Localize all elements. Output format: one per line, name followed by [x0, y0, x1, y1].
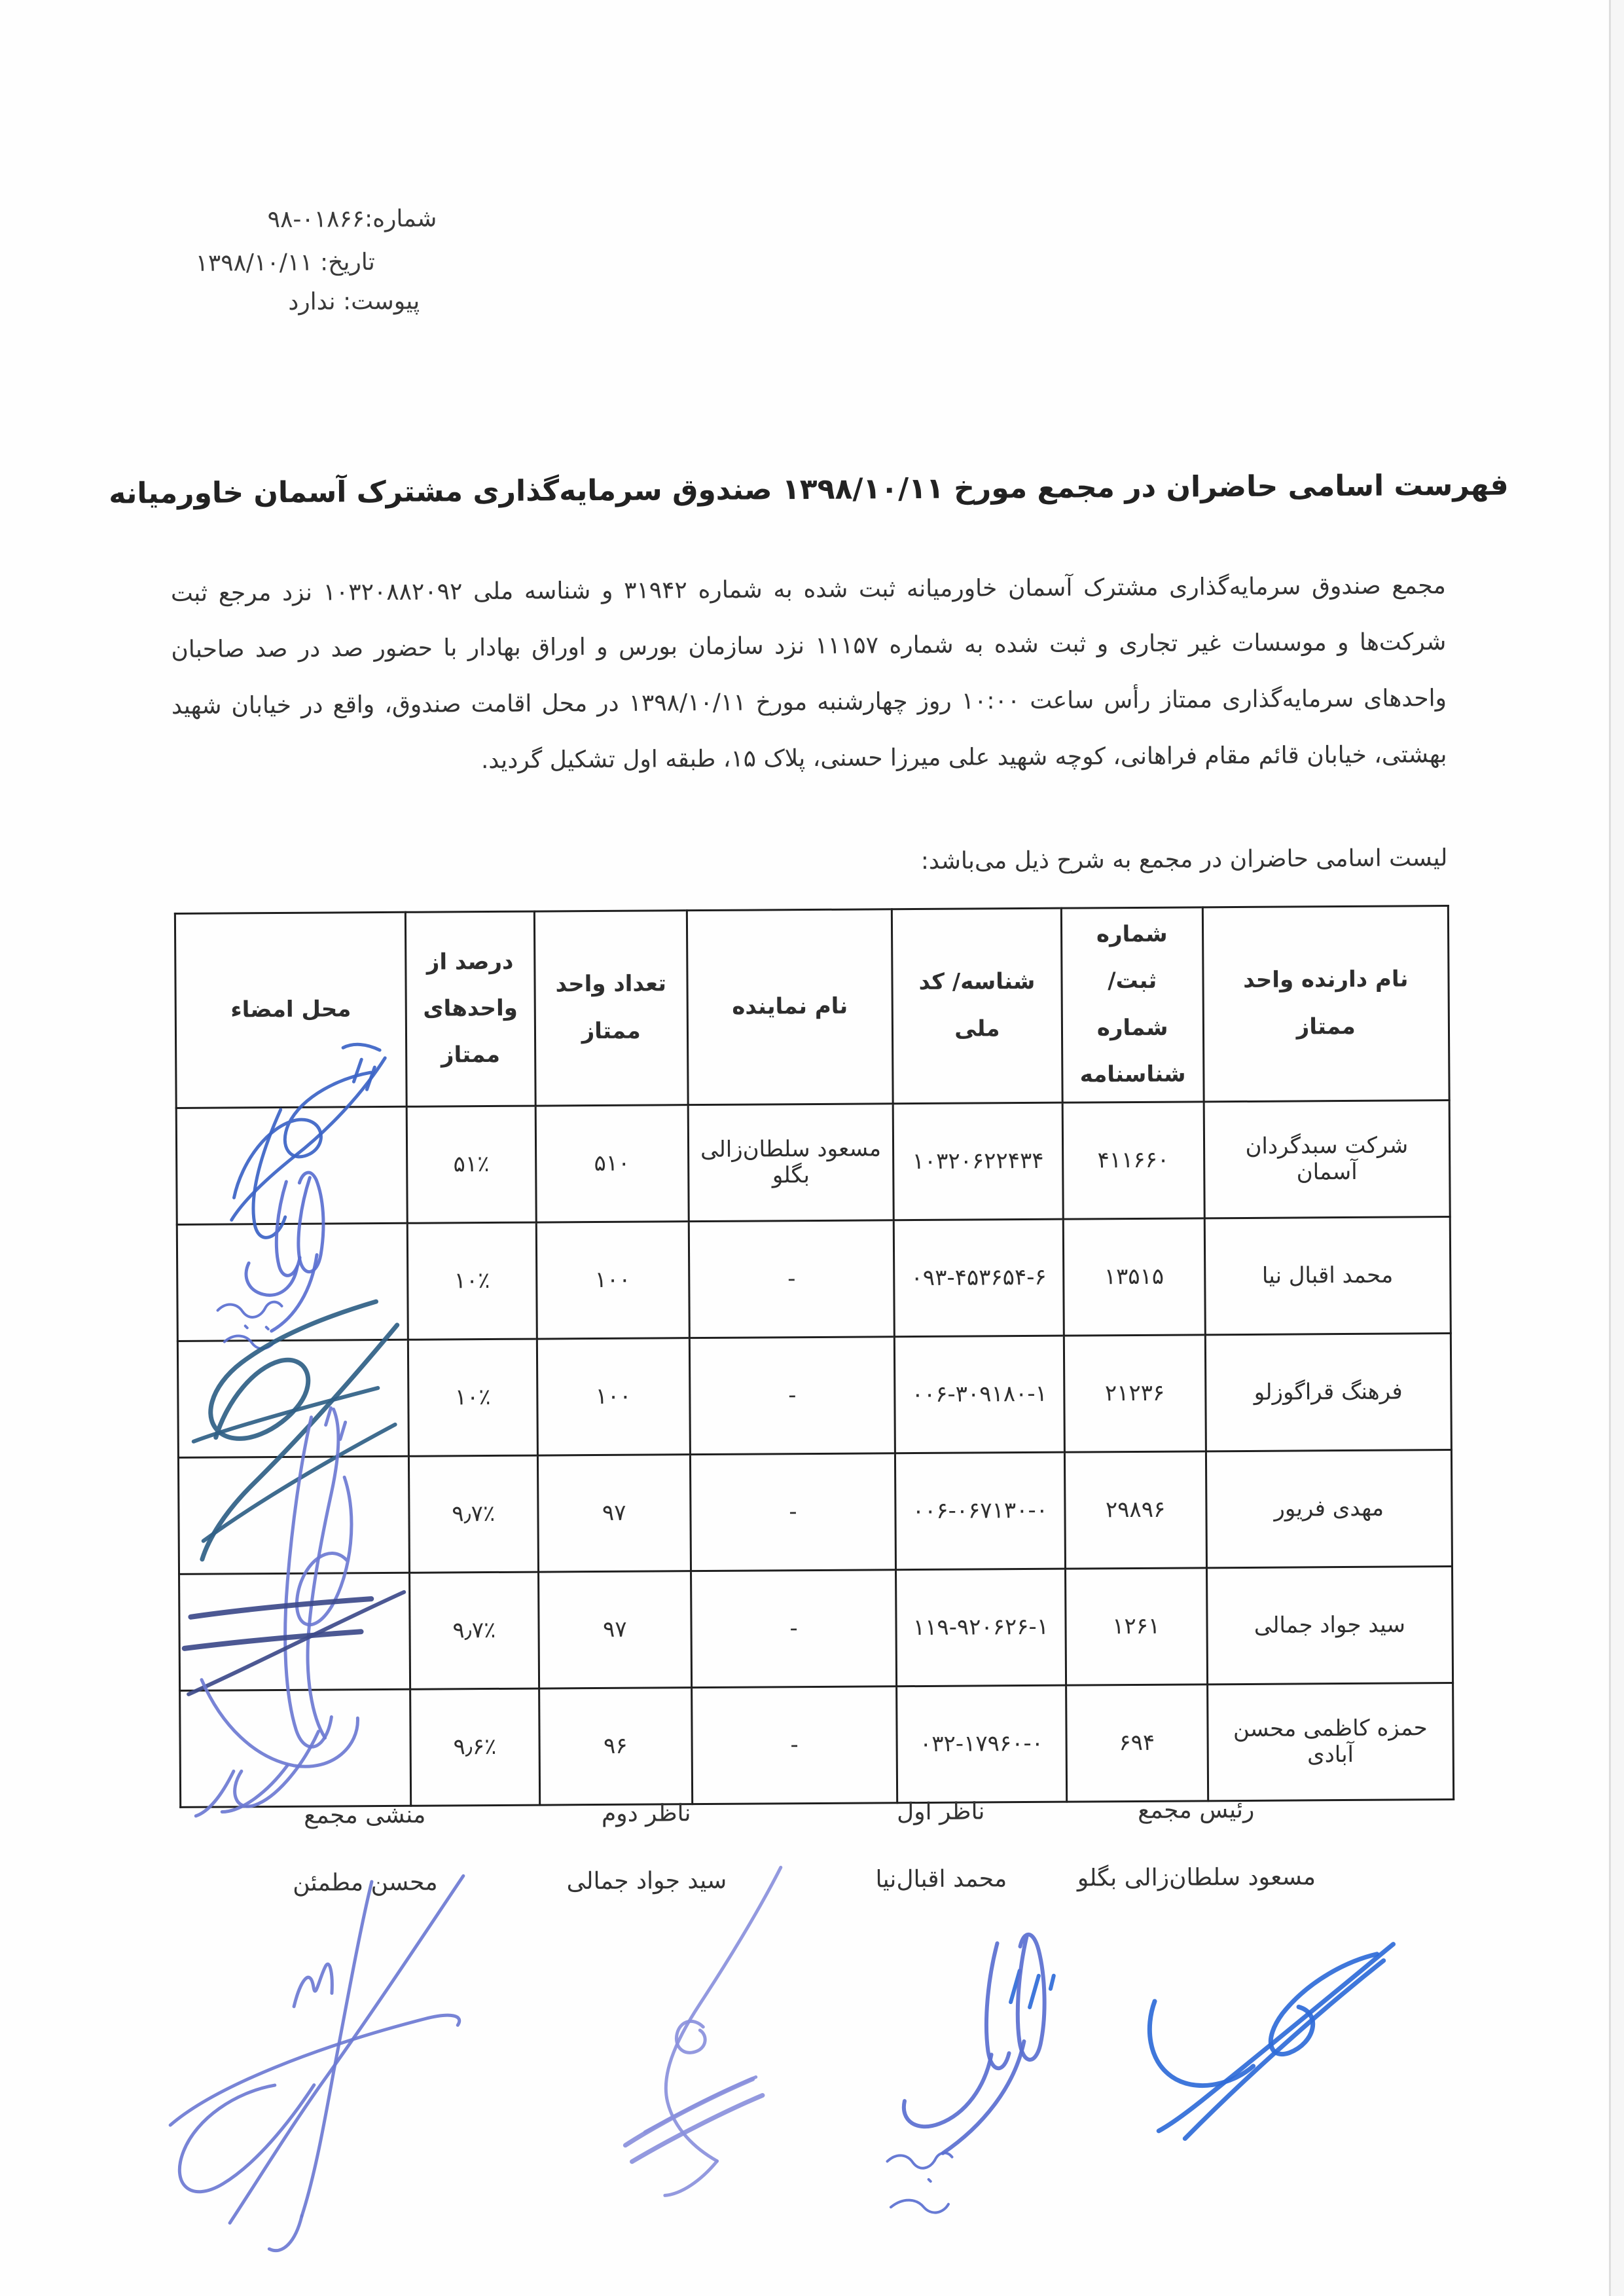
percent: ۱۰٪ — [407, 1222, 537, 1339]
col-header-reg-no: شماره ثبت/ شماره شناسنامه — [1061, 907, 1204, 1102]
reg-no: ۲۱۲۳۶ — [1064, 1334, 1206, 1451]
signer-secretary — [194, 1801, 535, 1897]
signer-name: محسن مطمئن — [293, 1868, 438, 1897]
col-header-holder: نام دارنده واحد ممتاز — [1202, 906, 1449, 1102]
reg-no: ۱۲۶۱ — [1065, 1567, 1207, 1685]
table-row — [178, 1449, 1452, 1574]
holder-name: محمد اقبال نیا — [1204, 1216, 1451, 1334]
percent: ۹٫۷٪ — [410, 1572, 539, 1689]
signature-cell — [178, 1456, 409, 1574]
signature-cell — [179, 1573, 410, 1690]
table-header-row — [175, 906, 1449, 1108]
representative: - — [692, 1686, 897, 1804]
reg-no: ۱۳۵۱۵ — [1063, 1218, 1205, 1335]
signature-cell — [176, 1106, 407, 1224]
national-id: ۰۳۲-۱۷۹۶۰-۰ — [897, 1685, 1067, 1803]
percent: ۱۰٪ — [408, 1339, 537, 1456]
units: ۹۷ — [538, 1571, 691, 1688]
representative: - — [689, 1220, 894, 1338]
intro-paragraph: مجمع صندوق سرمایه‌گذاری مشترک آسمان خاورمیانه ثبت شده به شماره ۳۱۹۴۲ و شناسه ملی ۱۰۳۲۰۸۸۲۰۹۲ نزد مرجع ثبت شرکت‌ها و موسسات غیر تجاری و ثبت شده به شماره ۱۱۱۵۷ نزد سازمان بورس و اوراق بهادار با حضور صد در صد صاحبان واحدهای سرمایه‌گذاری ممتاز رأس ساعت ۱۰:۰۰ روز چهارشنبه مورخ ۱۳۹۸/۱۰/۱۱ در محل اقامت صندوق، واقع در خیابان شهید بهشتی، خیابان قائم مقام فراهانی، کوچه شهید علی میرزا حسنی، پلاک ۱۵، طبقه اول تشکیل گردید. — [170, 572, 1447, 774]
signature-cell — [180, 1689, 411, 1807]
letter-date: تاریخ: ۱۳۹۸/۱۰/۱۱ — [195, 249, 375, 277]
representative: - — [690, 1453, 895, 1571]
percent: ۹٫۷٪ — [409, 1455, 539, 1573]
signature-bottom-jamali — [624, 1867, 783, 2195]
signer-name: مسعود سلطان‌زالی بگلو — [1077, 1863, 1316, 1892]
col-header-national-id: شناسه/ کد ملی — [892, 908, 1062, 1103]
signature-bottom-soltanzali — [1011, 1944, 1395, 2140]
holder-name: مهدی فریور — [1206, 1449, 1452, 1567]
table-row — [179, 1566, 1453, 1690]
table-row — [176, 1100, 1450, 1224]
reg-no: ۶۹۴ — [1066, 1684, 1208, 1801]
signer-name: سید جواد جمالی — [566, 1867, 727, 1895]
signer-role: رئیس مجمع — [1138, 1796, 1255, 1824]
representative: - — [689, 1336, 895, 1454]
col-header-signature: محل امضاء — [175, 912, 406, 1108]
signer-name: محمد اقبال‌نیا — [875, 1865, 1007, 1893]
holder-name: سید جواد جمالی — [1206, 1566, 1453, 1684]
reg-no: ۲۹۸۹۶ — [1064, 1451, 1206, 1568]
document-title: فهرست اسامی حاضران در مجمع مورخ ۱۳۹۸/۱۰/۱۱ صندوق سرمایه‌گذاری مشترک آسمان خاورمیانه — [109, 468, 1509, 511]
list-label: لیست اسامی حاضران در مجمع به شرح ذیل می‌باشد: — [920, 845, 1448, 875]
percent: ۵۱٪ — [406, 1106, 536, 1223]
signature-bottom-motmaen — [169, 1876, 465, 2251]
national-id: ۰۰۶-۳۰۹۱۸۰-۱ — [894, 1336, 1064, 1453]
holder-name: فرهنگ قراگوزلو — [1205, 1333, 1451, 1451]
signature-cell — [177, 1223, 408, 1341]
attendees-table — [174, 905, 1454, 1808]
national-id: ۰۰۶-۰۶۷۱۳۰-۰ — [895, 1452, 1065, 1570]
national-id: ۰۹۳-۴۵۳۶۵۴-۶ — [893, 1219, 1064, 1337]
signature-bottom-eghbalnia — [886, 1935, 1045, 2213]
col-header-representative: نام نماینده — [687, 909, 893, 1104]
units: ۵۱۰ — [535, 1104, 689, 1222]
signer-role: منشی مجمع — [304, 1801, 426, 1829]
units: ۱۰۰ — [536, 1221, 689, 1338]
letter-attachment: پیوست: ندارد — [288, 287, 420, 316]
units: ۹۶ — [539, 1687, 692, 1804]
holder-name: حمزه کاظمی محسن آبادی — [1207, 1683, 1453, 1800]
representative: مسعود سلطان‌زالی بگلو — [688, 1103, 893, 1221]
col-header-percent: درصد از واحدهای ممتاز — [405, 911, 535, 1106]
representative: - — [691, 1569, 896, 1687]
reg-no: ۴۱۱۶۶۰ — [1062, 1101, 1204, 1218]
signer-role: ناظر دوم — [601, 1800, 691, 1827]
col-header-units: تعداد واحد ممتاز — [534, 911, 688, 1106]
national-id: ۱۱۹-۹۲۰۶۲۶-۱ — [896, 1569, 1066, 1686]
units: ۱۰۰ — [537, 1338, 690, 1455]
percent: ۹٫۶٪ — [410, 1688, 540, 1806]
signer-role: ناظر اول — [896, 1798, 985, 1826]
letter-number: شماره:۰۱۸۶۶-۹۸ — [267, 205, 437, 234]
signature-cell — [177, 1339, 408, 1457]
units: ۹۷ — [537, 1454, 691, 1571]
signer-first-supervisor — [770, 1797, 1111, 1893]
table-row — [177, 1333, 1451, 1457]
national-id: ۱۰۳۲۰۶۲۲۴۳۴ — [893, 1102, 1063, 1220]
table-row — [180, 1683, 1454, 1807]
holder-name: شرکت سبدگردان آسمان — [1204, 1100, 1450, 1218]
table-row — [177, 1216, 1451, 1341]
